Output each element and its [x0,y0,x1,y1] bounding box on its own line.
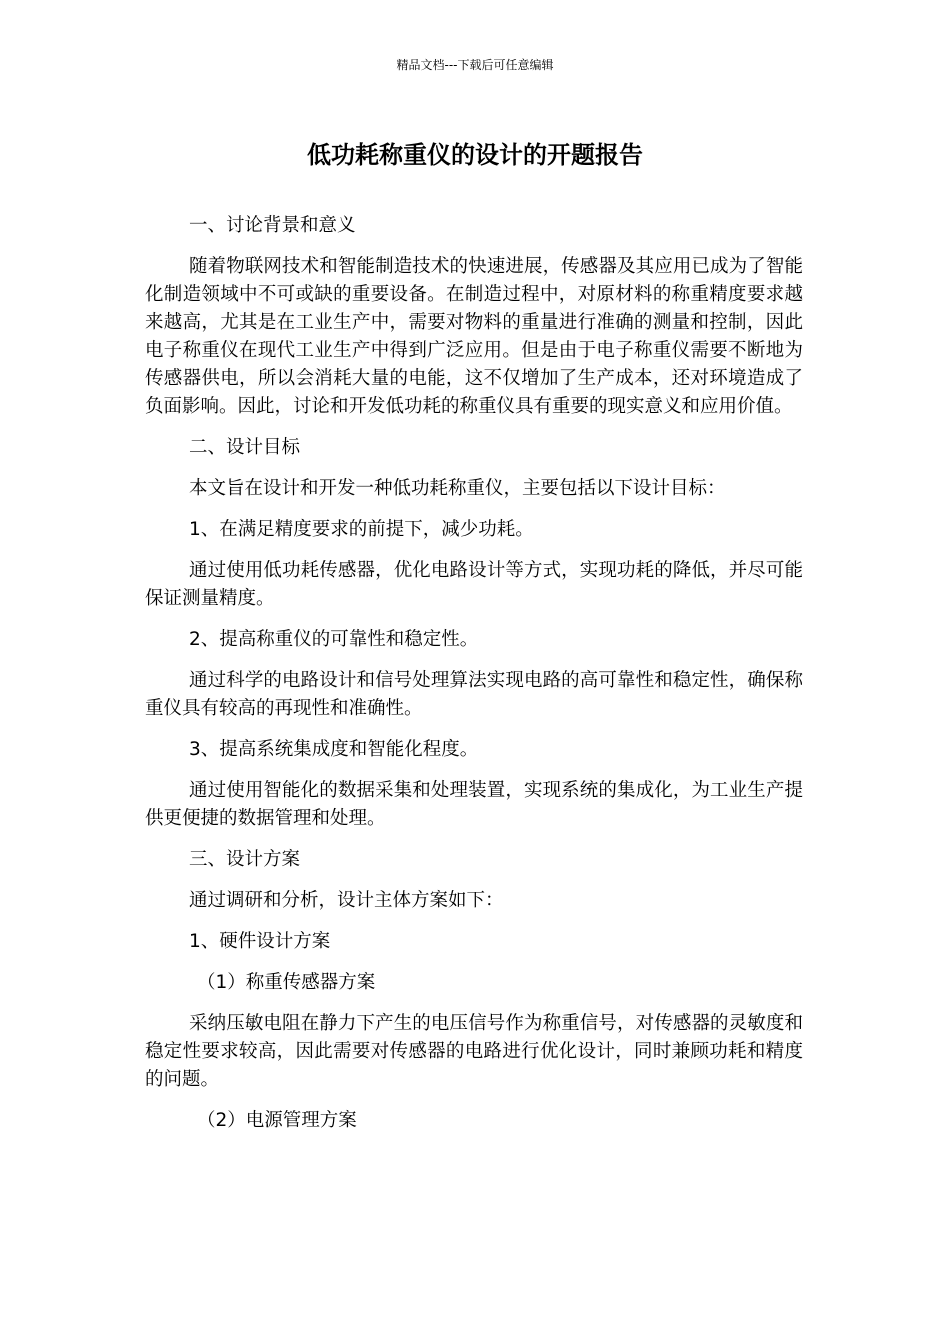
paragraph-goals-intro: 本文旨在设计和开发一种低功耗称重仪，主要包括以下设计目标： [189,478,726,499]
section-heading-background: 一、讨论背景和意义 [189,215,356,236]
section-heading-goals: 二、设计目标 [189,437,301,458]
goal-item-3-detail: 通过使用智能化的数据采集和处理装置，实现系统的集成化，为工业生产提供更便捷的数据管理和处理。 [145,780,803,829]
document-body [145,212,803,1148]
design-item-hardware: 1、硬件设计方案 [189,931,331,952]
paragraph-design-intro: 通过调研和分析，设计主体方案如下： [189,890,504,911]
paragraph-background: 随着物联网技术和智能制造技术的快速进展，传感器及其应用已成为了智能化制造领域中不可或缺的重要设备。在制造过程中，对原材料的称重精度要求越来越高，尤其是在工业生产中，需要对物料的重量进行准确的测量和控制，因此电子称重仪在现代工业生产中得到广泛应用。但是由于电子称重仪需要不断地为传感器供电，所以会消耗大量的电能，这不仅增加了生产成本，还对环境造成了负面影响。因此，讨论和开发低功耗的称重仪具有重要的现实意义和应用价值。 [145,256,803,417]
goal-item-2-detail: 通过科学的电路设计和信号处理算法实现电路的高可靠性和稳定性，确保称重仪具有较高的再现性和准确性。 [145,670,803,719]
paragraph-sensor-detail: 采纳压敏电阻在静力下产生的电压信号作为称重信号，对传感器的灵敏度和稳定性要求较高，因此需要对传感器的电路进行优化设计，同时兼顾功耗和精度的问题。 [145,1013,803,1090]
design-subitem-sensor: （1）称重传感器方案 [197,972,376,993]
goal-item-1-detail: 通过使用低功耗传感器，优化电路设计等方式，实现功耗的降低，并尽可能保证测量精度。 [145,560,803,609]
page-header: 精品文档---下载后可任意编辑 [396,58,554,72]
goal-item-2: 2、提高称重仪的可靠性和稳定性。 [189,629,479,650]
design-subitem-power: （2）电源管理方案 [197,1110,357,1131]
section-heading-design: 三、设计方案 [189,849,301,870]
document-title: 低功耗称重仪的设计的开题报告 [307,141,643,169]
goal-item-1: 1、在满足精度要求的前提下，减少功耗。 [189,519,534,540]
goal-item-3: 3、提高系统集成度和智能化程度。 [189,739,479,760]
